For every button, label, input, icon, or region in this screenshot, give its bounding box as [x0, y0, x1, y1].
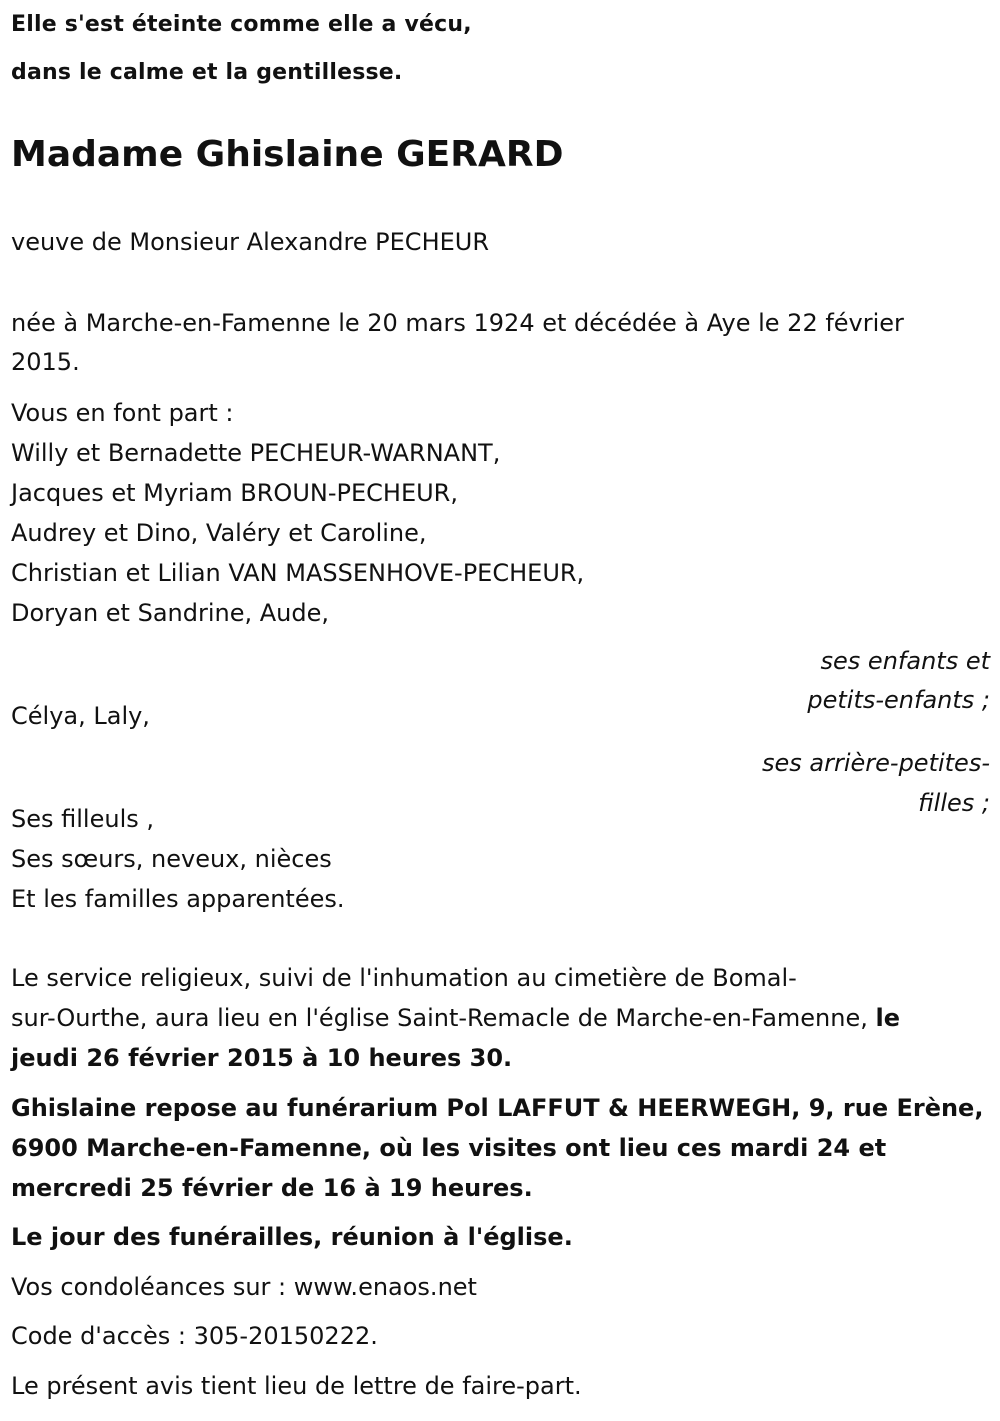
children-label-line-2: petits-enfants ; — [807, 686, 990, 714]
other-relatives-line: Et les familles apparentées. — [11, 885, 345, 913]
announcer-line: Doryan et Sandrine, Aude, — [11, 599, 329, 627]
meeting-note: Le jour des funérailles, réunion à l'église. — [11, 1223, 573, 1251]
other-relatives-line: Ses filleuls , — [11, 805, 154, 833]
service-line-2-bold: le — [875, 1004, 901, 1032]
children-label-line-1: ses enfants et — [820, 647, 990, 675]
other-relatives-line: Ses sœurs, neveux, nièces — [11, 845, 332, 873]
condolences: Vos condoléances sur : www.enaos.net — [11, 1273, 477, 1301]
funerarium-line-1: Ghislaine repose au funérarium Pol LAFFUT & HEERWEGH, 9, rue Erène, — [11, 1094, 984, 1122]
notice: Le présent avis tient lieu de lettre de faire-part. — [11, 1372, 582, 1400]
birth-death-line-1: née à Marche-en-Famenne le 20 mars 1924 et décédée à Aye le 22 février — [11, 309, 904, 337]
service-line-2-text: sur-Ourthe, aura lieu en l'église Saint-Remacle de Marche-en-Famenne, — [11, 1004, 876, 1032]
deceased-name: Madame Ghislaine GERARD — [11, 134, 564, 175]
announcer-line: Jacques et Myriam BROUN-PECHEUR, — [11, 479, 458, 507]
widow-of: veuve de Monsieur Alexandre PECHEUR — [11, 228, 490, 256]
service-line-2 — [11, 998, 900, 1038]
announcer-line: Audrey et Dino, Valéry et Caroline, — [11, 519, 427, 547]
announcers-intro: Vous en font part : — [11, 399, 234, 427]
access-code: Code d'accès : 305-20150222. — [11, 1322, 378, 1350]
announcer-line: Willy et Bernadette PECHEUR-WARNANT, — [11, 439, 501, 467]
announcer-line: Christian et Lilian VAN MASSENHOVE-PECHEUR, — [11, 559, 585, 587]
epigraph-line-2: dans le calme et la gentillesse. — [11, 60, 403, 85]
service-line-1: Le service religieux, suivi de l'inhumation au cimetière de Bomal- — [11, 964, 797, 992]
great-grandchildren: Célya, Laly, — [11, 702, 150, 730]
funerarium-line-2: 6900 Marche-en-Famenne, où les visites ont lieu ces mardi 24 et — [11, 1134, 887, 1162]
great-label-line-2: filles ; — [918, 789, 990, 817]
funerarium-line-3: mercredi 25 février de 16 à 19 heures. — [11, 1174, 533, 1202]
birth-death-line-2: 2015. — [11, 348, 80, 376]
great-label-line-1: ses arrière-petites- — [762, 749, 990, 777]
service-date: jeudi 26 février 2015 à 10 heures 30. — [11, 1044, 513, 1072]
epigraph-line-1: Elle s'est éteinte comme elle a vécu, — [11, 12, 472, 37]
